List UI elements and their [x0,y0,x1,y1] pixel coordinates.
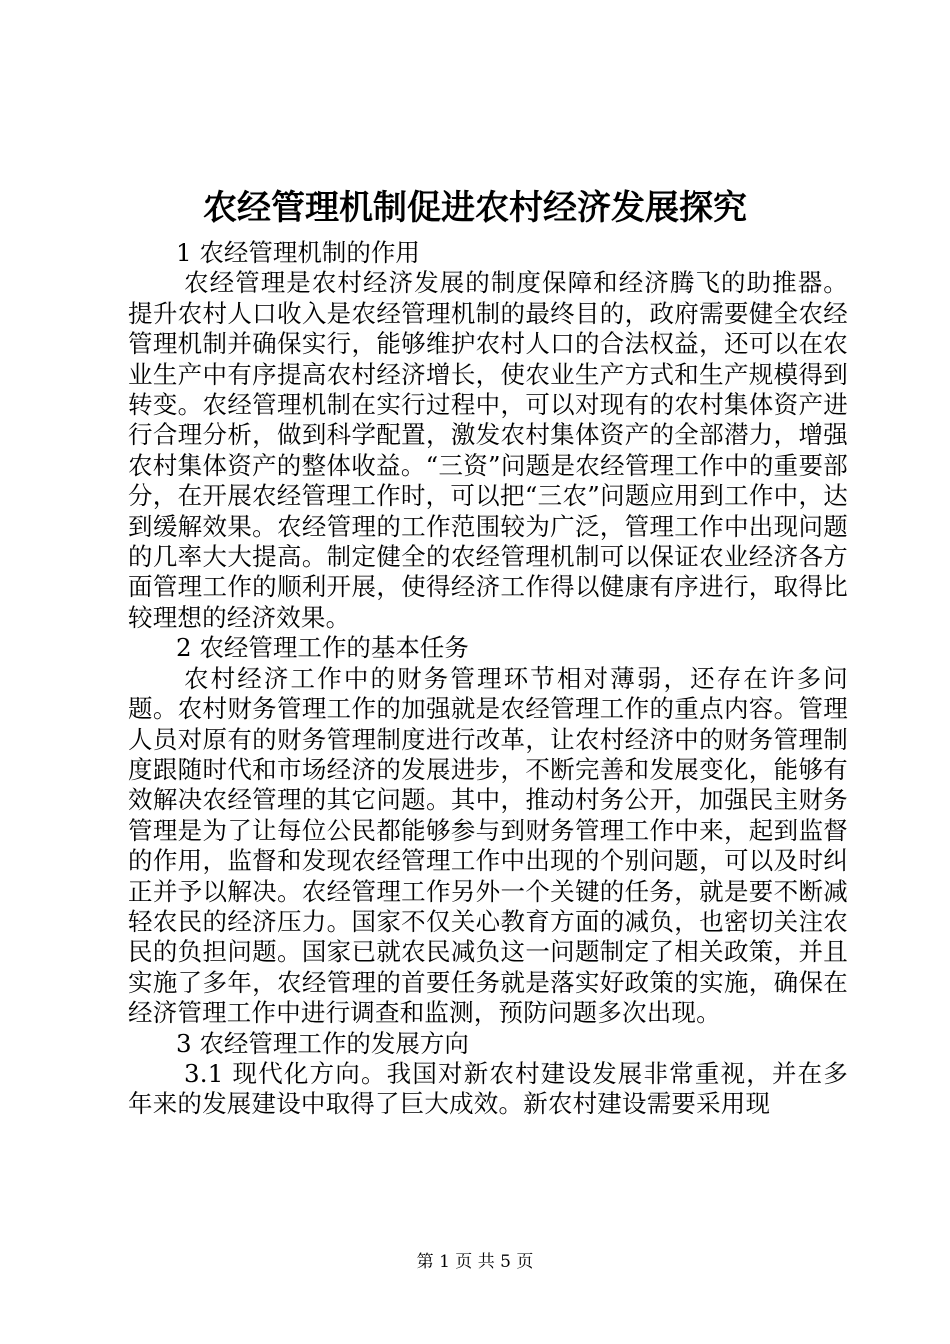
section-paragraph-2: 农村经济工作中的财务管理环节相对薄弱，还存在许多问题。农村财务管理工作的加强就是农经管理工作的重点内容。管理人员对原有的财务管理制度进行改革，让农村经济中的财务管理制度跟随时代和市场经济的发展进步，不断完善和发展变化，能够有效解决农经管理的其它问题。其中，推动村务公开，加强民主财务管理是为了让每位公民都能够参与到财务管理工作中来，起到监督的作用，监督和发现农经管理工作中出现的个别问题，可以及时纠正并予以解决。农经管理工作另外一个关键的任务，就是要不断减轻农民的经济压力。国家不仅关心教育方面的减负，也密切关注农民的负担问题。国家已就农民减负这一问题制定了相关政策，并且实施了多年，农经管理的首要任务就是落实好政策的实施，确保在经济管理工作中进行调查和监测，预防问题多次出现。 [128,663,848,1028]
document-title: 农经管理机制促进农村经济发展探究 [203,188,747,228]
document-body [128,238,848,1120]
section-paragraph-3: 3.1 现代化方向。我国对新农村建设发展非常重视，并在多年来的发展建设中取得了巨大成效。新农村建设需要采用现 [128,1058,848,1119]
section-heading-3: 3 农经管理工作的发展方向 [176,1028,469,1058]
section-heading-1: 1 农经管理机制的作用 [176,238,420,267]
section-paragraph-1: 农经管理是农村经济发展的制度保障和经济腾飞的助推器。提升农村人口收入是农经管理机制的最终目的，政府需要健全农经管理机制并确保实行，能够维护农村人口的合法权益，还可以在农业生产中有序提高农村经济增长，使农业生产方式和生产规模得到转变。农经管理机制在实行过程中，可以对现有的农村集体资产进行合理分析，做到科学配置，激发农村集体资产的全部潜力，增强农村集体资产的整体收益。“三资”问题是农经管理工作中的重要部分，在开展农经管理工作时，可以把“三农”问题应用到工作中，达到缓解效果。农经管理的工作范围较为广泛，管理工作中出现问题的几率大大提高。制定健全的农经管理机制可以保证农业经济各方面管理工作的顺利开展，使得经济工作得以健康有序进行，取得比较理想的经济效果。 [128,268,848,632]
page-number-footer: 第 1 页 共 5 页 [416,1252,534,1272]
section-heading-2: 2 农经管理工作的基本任务 [176,633,469,663]
